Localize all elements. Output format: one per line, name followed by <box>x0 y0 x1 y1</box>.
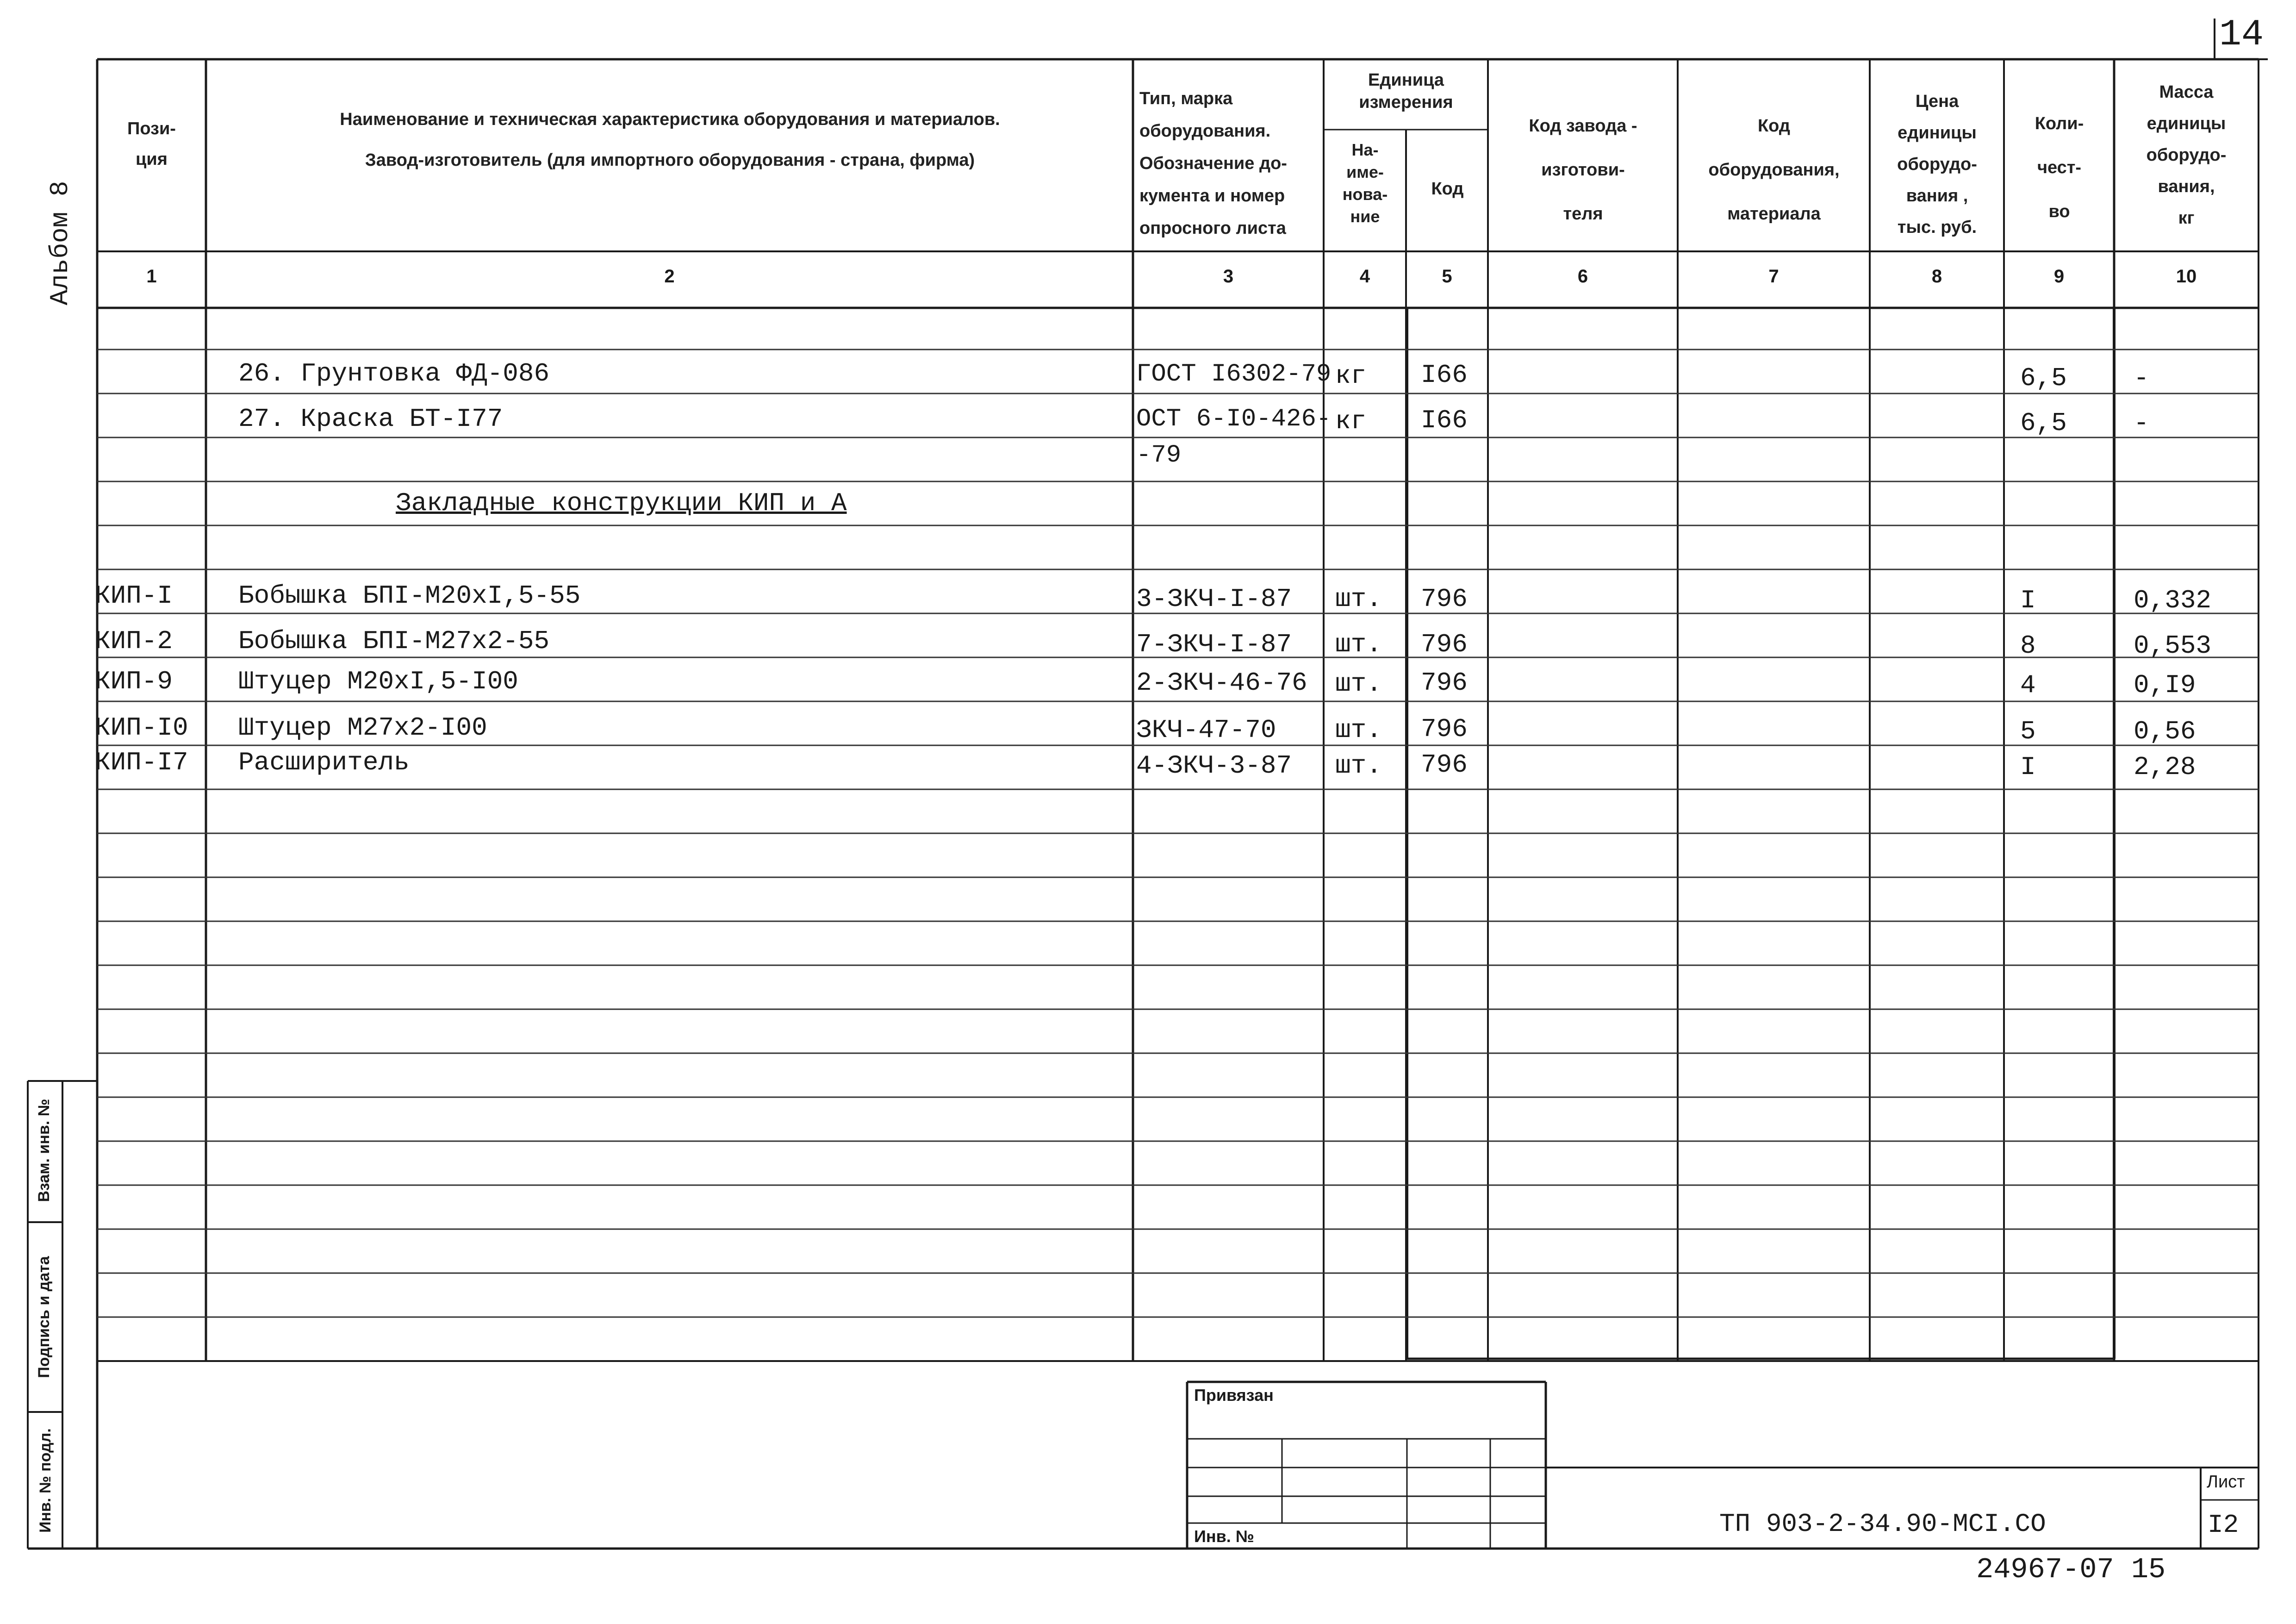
row-kip10-name: Штуцер М27х2-I00 <box>238 713 487 743</box>
stamp-designation: ТП 903-2-34.90-МСI.СО <box>1719 1509 2046 1539</box>
side-stamp-signature-date: Подпись и дата <box>35 1256 53 1378</box>
row-kip17-code: 796 <box>1421 750 1468 780</box>
header-name: Наименование и техническая характеристика оборудования и материалов. Завод-изготовитель (для импортного оборудования - страна, фирма) <box>340 110 1000 170</box>
row-kip17-doc: 4-ЗКЧ-3-87 <box>1136 751 1292 781</box>
row-26-doc: ГОСТ I6302-79 <box>1136 360 1332 388</box>
row-26-name: 26. Грунтовка ФД-086 <box>238 359 550 388</box>
header-factory-code: Код завода - изготови- теля <box>1529 116 1637 224</box>
colnum-1: 1 <box>146 266 157 287</box>
colnum-6: 6 <box>1577 266 1588 287</box>
header-unit-name: На- име- нова- ние <box>1342 140 1388 226</box>
row-26-qty: 6,5 <box>2020 363 2067 393</box>
row-26-unit: кг <box>1335 361 1367 391</box>
row-kip17-name: Расширитель <box>238 748 410 777</box>
row-kip9-name: Штуцер М20хI,5-I00 <box>238 667 518 696</box>
row-kip17-pos: КИП-I7 <box>95 748 188 777</box>
row-kip1-code: 796 <box>1421 584 1468 614</box>
stamp-sheet-number: I2 <box>2208 1510 2239 1540</box>
row-kip1-name: Бобышка БПI-М20хI,5-55 <box>238 581 581 611</box>
row-kip10-mass: 0,56 <box>2134 717 2196 746</box>
side-stamp-replaced-inv: Взам. инв. № <box>35 1099 53 1202</box>
archive-number: 24967-07 15 <box>1976 1553 2166 1586</box>
row-kip2-name: Бобышка БПI-М27х2-55 <box>238 626 550 656</box>
row-kip17-unit: шт. <box>1335 751 1382 781</box>
row-kip1-doc: 3-ЗКЧ-I-87 <box>1136 584 1292 614</box>
row-kip9-doc: 2-ЗКЧ-46-76 <box>1136 668 1307 698</box>
row-kip1-mass: 0,332 <box>2134 586 2212 615</box>
header-equipment-code: Код оборудования, материала <box>1708 116 1840 224</box>
stamp-privyazan: Привязан <box>1194 1386 1274 1405</box>
row-kip9-pos: КИП-9 <box>95 667 173 696</box>
row-kip10-code: 796 <box>1421 714 1468 744</box>
colnum-9: 9 <box>2053 266 2065 287</box>
row-kip10-unit: шт. <box>1335 715 1382 745</box>
row-kip1-qty: I <box>2020 586 2036 615</box>
side-stamp-inv-original: Инв. № подл. <box>37 1428 54 1533</box>
colnum-8: 8 <box>1931 266 1942 287</box>
row-kip10-qty: 5 <box>2020 717 2036 746</box>
row-27-qty: 6,5 <box>2020 408 2067 438</box>
row-27-mass: - <box>2134 408 2149 438</box>
header-position: Пози- ция <box>127 119 176 169</box>
row-27-doc-cont: -79 <box>1136 441 1182 469</box>
colnum-4: 4 <box>1359 266 1370 287</box>
handwritten-page-number: 14 <box>2219 14 2264 56</box>
colnum-10: 10 <box>2176 266 2197 287</box>
row-kip9-unit: шт. <box>1335 669 1382 699</box>
row-26-mass: - <box>2134 363 2149 393</box>
row-27-unit: кг <box>1335 406 1367 436</box>
stamp-inv-no: Инв. № <box>1194 1527 1254 1546</box>
header-mass: Масса единицы оборудо- вания, кг <box>2146 82 2227 228</box>
row-kip2-unit: шт. <box>1335 630 1382 659</box>
row-27-name: 27. Краска БТ-I77 <box>238 404 503 434</box>
row-27-doc: ОСТ 6-I0-426- <box>1136 405 1332 433</box>
colnum-7: 7 <box>1768 266 1779 287</box>
colnum-2: 2 <box>664 266 675 287</box>
row-kip2-pos: КИП-2 <box>95 626 173 656</box>
row-kip10-pos: КИП-I0 <box>95 713 188 743</box>
section-title-embedded-kip: Закладные конструкции КИП и А <box>396 488 847 518</box>
row-kip9-qty: 4 <box>2020 670 2036 700</box>
header-price: Цена единицы оборудо- вания , тыс. руб. <box>1897 92 1977 237</box>
header-unit-code: Код <box>1431 179 1464 199</box>
album-label: Альбом 8 <box>45 181 75 306</box>
row-kip2-code: 796 <box>1421 630 1468 659</box>
header-unit: Единица измерения <box>1359 70 1453 112</box>
row-kip1-pos: КИП-I <box>95 581 173 611</box>
row-kip9-mass: 0,I9 <box>2134 670 2196 700</box>
row-27-code: I66 <box>1421 406 1468 435</box>
row-kip9-code: 796 <box>1421 668 1468 698</box>
row-26-code: I66 <box>1421 360 1468 390</box>
colnum-5: 5 <box>1442 266 1452 287</box>
header-quantity: Коли- чест- во <box>2035 114 2084 221</box>
row-kip2-mass: 0,553 <box>2134 631 2212 661</box>
row-kip2-doc: 7-ЗКЧ-I-87 <box>1136 630 1292 659</box>
header-type-doc: Тип, марка оборудования. Обозначение до- кумента и номер опросного листа <box>1139 89 1287 238</box>
row-kip1-unit: шт. <box>1335 584 1382 614</box>
stamp-sheet-label: Лист <box>2207 1472 2245 1492</box>
row-kip2-qty: 8 <box>2020 631 2036 661</box>
row-kip10-doc: ЗКЧ-47-70 <box>1136 715 1276 745</box>
row-kip17-qty: I <box>2020 752 2036 782</box>
colnum-3: 3 <box>1223 266 1234 287</box>
row-kip17-mass: 2,28 <box>2134 752 2196 782</box>
